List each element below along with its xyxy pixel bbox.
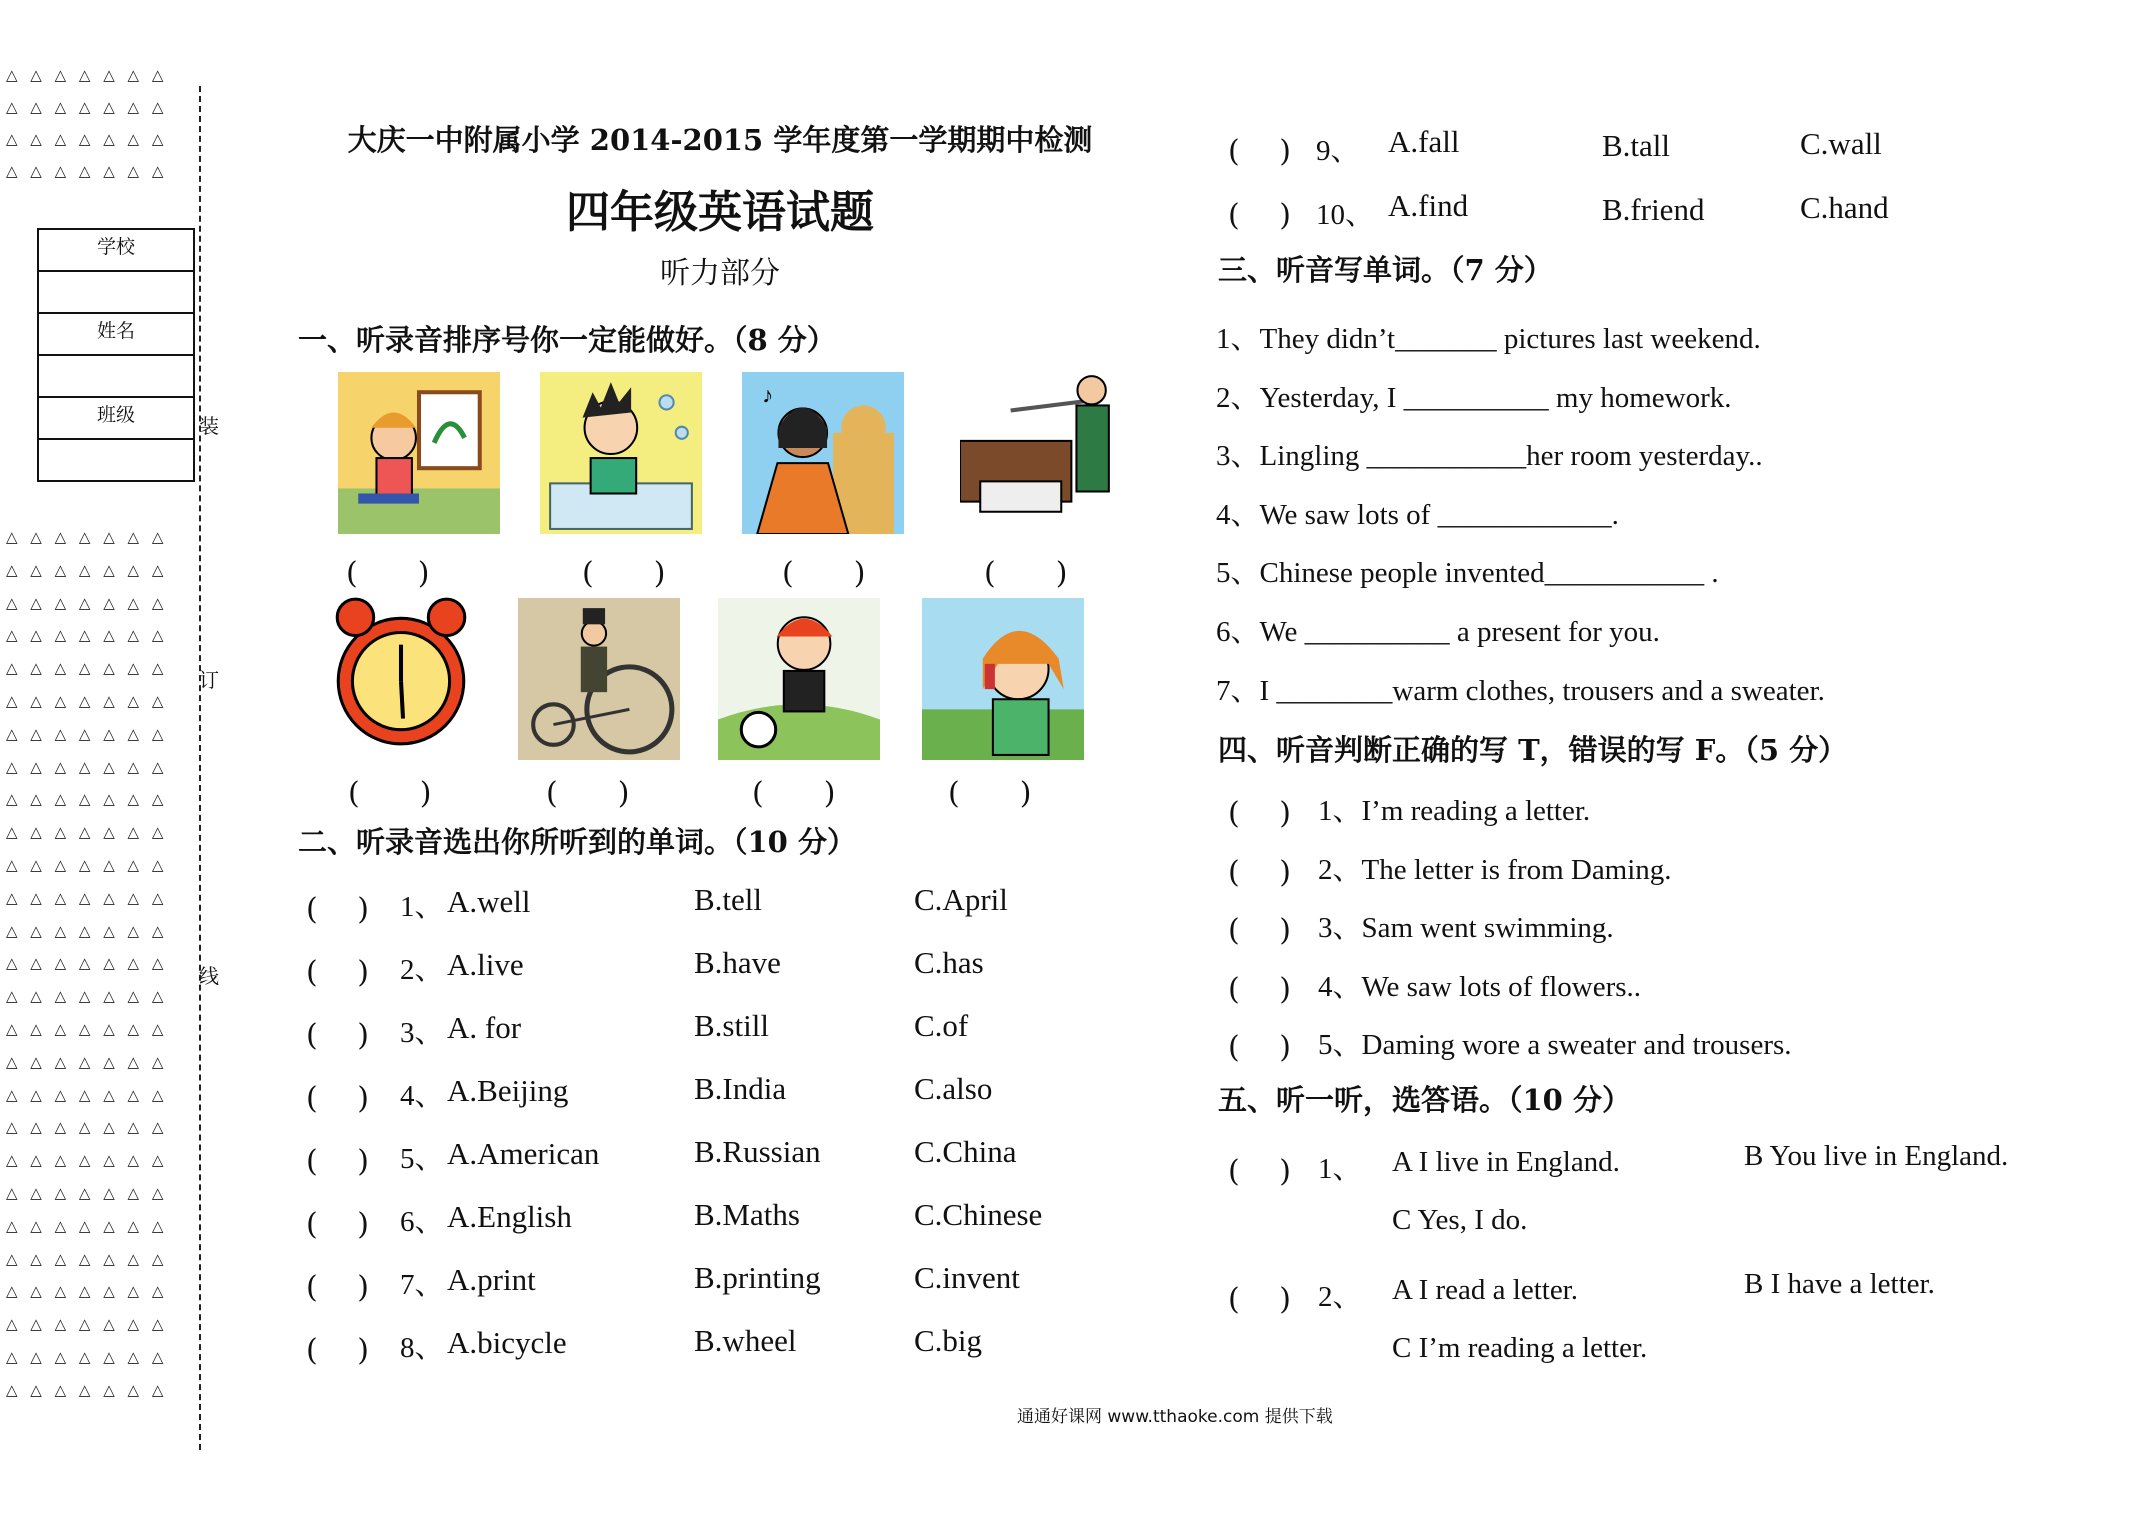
response-b[interactable]: B You live in England. bbox=[1744, 1140, 2009, 1172]
triangle-row: △ △ △ △ △ △ △ bbox=[6, 1184, 168, 1202]
item-number: 9、 bbox=[1316, 135, 1360, 167]
option-b[interactable]: B.Maths bbox=[694, 1197, 800, 1232]
option-c[interactable]: C.big bbox=[914, 1323, 983, 1358]
fill-in-sentence[interactable]: 5、Chinese people invented___________ . bbox=[1216, 557, 1719, 590]
footer-credit: 通通好课网 www.tthaoke.com 提供下载 bbox=[1017, 1407, 1333, 1427]
section5-heading: 五、听一听，选答语。（10 分） bbox=[1218, 1083, 1631, 1117]
boy-football-icon bbox=[718, 598, 880, 760]
triangle-row: △ △ △ △ △ △ △ bbox=[6, 692, 168, 710]
answer-paren[interactable]: ( ) bbox=[1228, 1154, 1291, 1189]
papermaking-icon bbox=[960, 370, 1122, 532]
picture-answer-6[interactable]: ( ) bbox=[546, 776, 630, 811]
option-b[interactable]: B.tell bbox=[694, 882, 763, 917]
triangle-row: △ △ △ △ △ △ △ bbox=[6, 594, 168, 612]
name-field: 姓名 bbox=[39, 314, 193, 356]
triangle-row: △ △ △ △ △ △ △ bbox=[6, 725, 168, 743]
fill-in-sentence[interactable]: 2、Yesterday, I __________ my homework. bbox=[1216, 381, 1732, 414]
fill-in-sentence[interactable]: 6、We __________ a present for you. bbox=[1216, 616, 1660, 648]
option-c[interactable]: C.China bbox=[914, 1134, 1017, 1169]
section1-heading: 一、听录音排序号你一定能做好。（8 分） bbox=[298, 323, 836, 357]
alarm-clock-icon bbox=[320, 592, 482, 754]
triangle-row: △ △ △ △ △ △ △ bbox=[6, 1053, 168, 1071]
triangle-row: △ △ △ △ △ △ △ bbox=[6, 626, 168, 644]
triangle-row: △ △ △ △ △ △ △ bbox=[6, 823, 168, 841]
response-c[interactable]: C I’m reading a letter. bbox=[1392, 1332, 1648, 1364]
girl-phone-icon bbox=[922, 598, 1084, 760]
section4-heading: 四、听音判断正确的写 T，错误的写 F。（5 分） bbox=[1218, 733, 1848, 767]
answer-paren[interactable]: ( ) bbox=[306, 1018, 369, 1053]
answer-paren[interactable]: ( ) bbox=[1228, 198, 1291, 233]
item-number: 3、 bbox=[400, 1017, 444, 1049]
true-false-paren[interactable]: ( ) bbox=[1228, 971, 1291, 1007]
option-a[interactable]: A.Beijing bbox=[447, 1073, 569, 1108]
triangle-row: △ △ △ △ △ △ △ bbox=[6, 1020, 168, 1038]
girl-taj-mahal-icon bbox=[742, 372, 904, 534]
option-c[interactable]: C.hand bbox=[1800, 190, 1889, 225]
answer-paren[interactable]: ( ) bbox=[306, 955, 369, 990]
picture-answer-7[interactable]: ( ) bbox=[752, 776, 836, 811]
triangle-row: △ △ △ △ △ △ △ bbox=[6, 1282, 168, 1300]
answer-paren[interactable]: ( ) bbox=[306, 1081, 369, 1116]
true-false-paren[interactable]: ( ) bbox=[1228, 913, 1291, 949]
item-number: 8、 bbox=[400, 1332, 444, 1364]
option-a[interactable]: A.fall bbox=[1388, 124, 1460, 159]
option-b[interactable]: B.still bbox=[694, 1008, 769, 1043]
answer-paren[interactable]: ( ) bbox=[1228, 1282, 1291, 1317]
fill-in-sentence[interactable]: 7、I ________warm clothes, trousers and a sweater. bbox=[1216, 674, 1825, 707]
item-number: 7、 bbox=[400, 1269, 444, 1301]
option-b[interactable]: B.India bbox=[694, 1071, 787, 1106]
triangle-row: △ △ △ △ △ △ △ bbox=[6, 889, 168, 907]
statement-text: 3、Sam went swimming. bbox=[1318, 912, 1614, 945]
triangle-row: △ △ △ △ △ △ △ bbox=[6, 659, 168, 677]
student-info-box bbox=[37, 228, 195, 482]
triangle-row: △ △ △ △ △ △ △ bbox=[6, 1151, 168, 1169]
response-b[interactable]: B I have a letter. bbox=[1744, 1268, 1935, 1300]
statement-text: 2、The letter is from Daming. bbox=[1318, 853, 1672, 886]
option-c[interactable]: C.invent bbox=[914, 1260, 1020, 1295]
school-exam-line: 大庆一中附属小学 2014-2015 学年度第一学期期中检测 bbox=[347, 123, 1093, 157]
item-number: 2、 bbox=[1318, 1281, 1362, 1313]
option-a[interactable]: A.live bbox=[447, 947, 524, 982]
option-a[interactable]: A.English bbox=[447, 1199, 572, 1234]
listening-part-subtitle: 听力部分 bbox=[660, 256, 780, 291]
item-number: 6、 bbox=[400, 1206, 444, 1238]
option-c[interactable]: C.wall bbox=[1800, 126, 1882, 161]
item-number: 10、 bbox=[1316, 199, 1375, 231]
boy-washing-icon bbox=[540, 372, 702, 534]
picture-answer-3[interactable]: ( ) bbox=[782, 556, 866, 591]
picture-answer-4[interactable]: ( ) bbox=[984, 556, 1068, 591]
picture-answer-8[interactable]: ( ) bbox=[948, 776, 1032, 811]
answer-paren[interactable]: ( ) bbox=[306, 892, 369, 927]
option-b[interactable]: B.printing bbox=[694, 1260, 821, 1295]
triangle-row: △ △ △ △ △ △ △ bbox=[6, 922, 168, 940]
item-number: 1、 bbox=[400, 891, 444, 923]
response-c[interactable]: C Yes, I do. bbox=[1392, 1204, 1528, 1236]
triangle-row: △ △ △ △ △ △ △ bbox=[6, 98, 168, 116]
option-b[interactable]: B.friend bbox=[1602, 192, 1705, 227]
fill-in-sentence[interactable]: 4、We saw lots of ____________. bbox=[1216, 498, 1619, 531]
triangle-row: △ △ △ △ △ △ △ bbox=[6, 758, 168, 776]
exam-title: 四年级英语试题 bbox=[566, 187, 874, 238]
child-painting-icon bbox=[338, 372, 500, 534]
response-a[interactable]: A I live in England. bbox=[1392, 1146, 1620, 1178]
binding-char-zhuang: 装 bbox=[199, 414, 219, 438]
answer-paren[interactable]: ( ) bbox=[1228, 134, 1291, 169]
triangle-row: △ △ △ △ △ △ △ bbox=[6, 1118, 168, 1136]
option-b[interactable]: B.tall bbox=[1602, 128, 1671, 163]
triangle-row: △ △ △ △ △ △ △ bbox=[6, 66, 168, 84]
option-c[interactable]: C.has bbox=[914, 945, 984, 980]
item-number: 2、 bbox=[400, 954, 444, 986]
triangle-row: △ △ △ △ △ △ △ bbox=[6, 1348, 168, 1366]
svg-text:♪: ♪ bbox=[762, 382, 774, 408]
true-false-paren[interactable]: ( ) bbox=[1228, 854, 1291, 890]
answer-paren[interactable]: ( ) bbox=[306, 1270, 369, 1305]
section2-heading: 二、听录音选出你所听到的单词。（10 分） bbox=[298, 825, 856, 859]
option-b[interactable]: B.Russian bbox=[694, 1134, 821, 1169]
triangle-row: △ △ △ △ △ △ △ bbox=[6, 561, 168, 579]
triangle-row: △ △ △ △ △ △ △ bbox=[6, 856, 168, 874]
fill-in-sentence[interactable]: 1、They didn’t_______ pictures last weekend. bbox=[1216, 323, 1761, 355]
class-field: 班级 bbox=[39, 398, 193, 440]
item-number: 5、 bbox=[400, 1143, 444, 1175]
true-false-paren[interactable]: ( ) bbox=[1228, 796, 1291, 831]
picture-answer-1[interactable]: ( ) bbox=[346, 556, 430, 591]
triangle-row: △ △ △ △ △ △ △ bbox=[6, 1250, 168, 1268]
triangle-row: △ △ △ △ △ △ △ bbox=[6, 1315, 168, 1333]
answer-paren[interactable]: ( ) bbox=[306, 1333, 369, 1368]
picture-answer-2[interactable]: ( ) bbox=[582, 556, 666, 591]
name-blank[interactable] bbox=[39, 356, 193, 398]
binding-dashed-line bbox=[199, 86, 201, 1450]
triangle-row: △ △ △ △ △ △ △ bbox=[6, 1217, 168, 1235]
option-c[interactable]: C.of bbox=[914, 1008, 969, 1043]
triangle-row: △ △ △ △ △ △ △ bbox=[6, 130, 168, 148]
class-blank[interactable] bbox=[39, 440, 193, 480]
answer-paren[interactable]: ( ) bbox=[306, 1207, 369, 1242]
option-a[interactable]: A.well bbox=[447, 884, 531, 919]
option-c[interactable]: C.Chinese bbox=[914, 1197, 1043, 1232]
option-a[interactable]: A.bicycle bbox=[447, 1325, 567, 1360]
school-field: 学校 bbox=[39, 230, 193, 272]
triangle-row: △ △ △ △ △ △ △ bbox=[6, 1381, 168, 1399]
response-a[interactable]: A I read a letter. bbox=[1392, 1274, 1578, 1306]
statement-text: 4、We saw lots of flowers.. bbox=[1318, 970, 1642, 1003]
option-c[interactable]: C.also bbox=[914, 1071, 993, 1106]
option-c[interactable]: C.April bbox=[914, 882, 1008, 917]
item-number: 4、 bbox=[400, 1080, 444, 1112]
statement-text: 5、Daming wore a sweater and trousers. bbox=[1318, 1029, 1792, 1062]
option-a[interactable]: A.American bbox=[447, 1136, 600, 1171]
triangle-row: △ △ △ △ △ △ △ bbox=[6, 162, 168, 180]
answer-paren[interactable]: ( ) bbox=[306, 1144, 369, 1179]
triangle-row: △ △ △ △ △ △ △ bbox=[6, 987, 168, 1005]
triangle-row: △ △ △ △ △ △ △ bbox=[6, 1086, 168, 1104]
item-number: 1、 bbox=[1318, 1153, 1362, 1185]
section3-heading: 三、听音写单词。（7 分） bbox=[1218, 253, 1553, 287]
binding-char-xian: 线 bbox=[199, 964, 219, 988]
school-blank[interactable] bbox=[39, 272, 193, 314]
picture-answer-5[interactable]: ( ) bbox=[348, 776, 432, 811]
triangle-row: △ △ △ △ △ △ △ bbox=[6, 954, 168, 972]
old-bicycle-icon bbox=[518, 598, 680, 760]
option-b[interactable]: B.wheel bbox=[694, 1323, 797, 1358]
option-b[interactable]: B.have bbox=[694, 945, 781, 980]
option-a[interactable]: A.find bbox=[1388, 188, 1469, 223]
fill-in-sentence[interactable]: 3、Lingling ___________her room yesterday.. bbox=[1216, 440, 1763, 473]
option-a[interactable]: A. for bbox=[447, 1010, 522, 1045]
triangle-row: △ △ △ △ △ △ △ bbox=[6, 528, 168, 546]
binding-char-ding: 订 bbox=[199, 668, 219, 692]
triangle-row: △ △ △ △ △ △ △ bbox=[6, 790, 168, 808]
statement-text: 1、I’m reading a letter. bbox=[1318, 795, 1591, 827]
true-false-paren[interactable]: ( ) bbox=[1228, 1030, 1291, 1066]
option-a[interactable]: A.print bbox=[447, 1262, 536, 1297]
